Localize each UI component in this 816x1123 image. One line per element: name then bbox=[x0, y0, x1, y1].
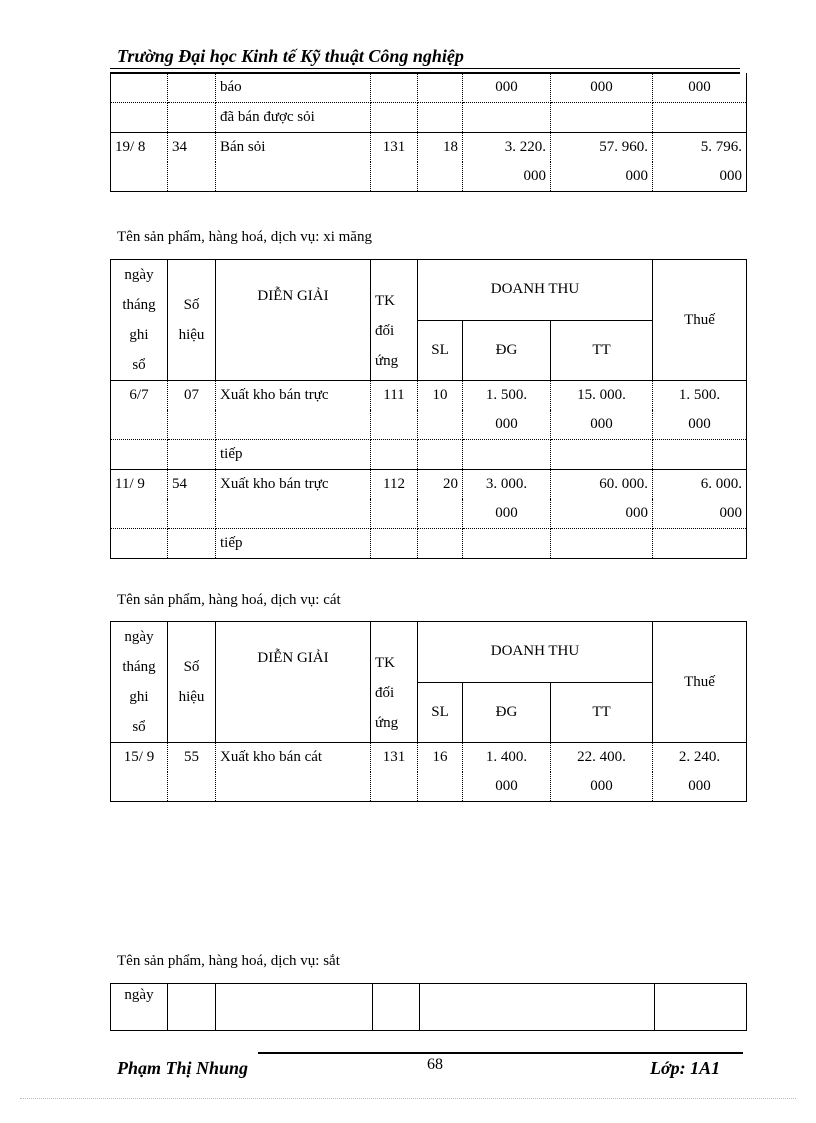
footer-class: Lớp: 1A1 bbox=[650, 1058, 721, 1078]
header-tax bbox=[655, 984, 747, 1031]
ledger-table-sat bbox=[110, 983, 747, 1031]
cell-tax: 5. 796. bbox=[653, 133, 747, 163]
header-date: ngày bbox=[111, 984, 168, 1031]
header-no: Số hiệu bbox=[168, 622, 216, 743]
cell-date bbox=[111, 103, 168, 133]
section-caption-cat: Tên sản phẩm, hàng hoá, dịch vụ: cát bbox=[117, 592, 341, 608]
cell-desc bbox=[216, 772, 371, 802]
cell-no bbox=[168, 772, 216, 802]
header-tax: Thuế bbox=[653, 260, 747, 381]
table-row bbox=[111, 772, 747, 802]
section-caption-ximang: Tên sản phẩm, hàng hoá, dịch vụ: xi măng bbox=[117, 229, 372, 245]
cell-no: 54 bbox=[168, 470, 216, 500]
cell-dg bbox=[463, 440, 551, 470]
cell-dg: 1. 400. bbox=[463, 743, 551, 773]
table-row bbox=[111, 410, 747, 440]
cell-sl bbox=[418, 73, 463, 103]
cell-tax bbox=[653, 103, 747, 133]
page-number: 68 bbox=[427, 1056, 443, 1073]
cell-dg: 000 bbox=[463, 410, 551, 440]
cell-tt: 57. 960. bbox=[551, 133, 653, 163]
table-header-row bbox=[111, 622, 747, 683]
table-header-row bbox=[111, 984, 747, 1031]
table-row bbox=[111, 73, 747, 103]
header-tt: TT bbox=[551, 682, 653, 743]
cell-dg: 000 bbox=[463, 73, 551, 103]
header-rule-thin bbox=[110, 68, 740, 69]
cell-tt: 000 bbox=[551, 772, 653, 802]
cell-sl: 16 bbox=[418, 743, 463, 773]
cell-date: 19/ 8 bbox=[111, 133, 168, 163]
cell-tax bbox=[653, 529, 747, 559]
cell-tax: 000 bbox=[653, 73, 747, 103]
cell-no bbox=[168, 410, 216, 440]
cell-tk bbox=[371, 73, 418, 103]
cell-no bbox=[168, 73, 216, 103]
page-edge-dots bbox=[20, 1098, 796, 1099]
cell-no bbox=[168, 529, 216, 559]
table-row bbox=[111, 743, 747, 773]
header-no: Số hiệu bbox=[168, 260, 216, 381]
cell-sl: 20 bbox=[418, 470, 463, 500]
header-date: ngày tháng ghi sổ bbox=[111, 622, 168, 743]
cell-sl bbox=[418, 529, 463, 559]
cell-sl: 10 bbox=[418, 381, 463, 411]
cell-no bbox=[168, 103, 216, 133]
cell-no: 55 bbox=[168, 743, 216, 773]
cell-tt bbox=[551, 103, 653, 133]
cell-sl bbox=[418, 162, 463, 192]
cell-desc: Xuất kho bán trực bbox=[216, 470, 371, 500]
cell-sl bbox=[418, 499, 463, 529]
section-caption-sat: Tên sản phẩm, hàng hoá, dịch vụ: sắt bbox=[117, 953, 340, 969]
cell-date bbox=[111, 440, 168, 470]
cell-desc: tiếp bbox=[216, 440, 371, 470]
cell-tax: 000 bbox=[653, 499, 747, 529]
cell-tax: 1. 500. bbox=[653, 381, 747, 411]
header-desc: DIỄN GIẢI bbox=[216, 622, 371, 743]
cell-tt: 15. 000. bbox=[551, 381, 653, 411]
header-revenue: DOANH THU bbox=[418, 622, 653, 683]
cell-tax: 000 bbox=[653, 162, 747, 192]
cell-desc bbox=[216, 410, 371, 440]
page-header-title: Trường Đại học Kinh tế Kỹ thuật Công nghiệp bbox=[117, 46, 464, 66]
ledger-table-ximang bbox=[110, 259, 747, 559]
header-desc bbox=[216, 984, 373, 1031]
cell-tk bbox=[371, 772, 418, 802]
header-tt: TT bbox=[551, 320, 653, 381]
cell-dg: 000 bbox=[463, 162, 551, 192]
table-row bbox=[111, 470, 747, 500]
cell-tax: 000 bbox=[653, 772, 747, 802]
cell-date bbox=[111, 529, 168, 559]
cell-date bbox=[111, 73, 168, 103]
cell-sl bbox=[418, 772, 463, 802]
table-row bbox=[111, 103, 747, 133]
cell-tt: 000 bbox=[551, 73, 653, 103]
header-tk bbox=[373, 984, 420, 1031]
cell-desc: Bán sỏi bbox=[216, 133, 371, 163]
cell-date bbox=[111, 410, 168, 440]
footer-rule bbox=[258, 1052, 743, 1054]
cell-dg: 3. 000. bbox=[463, 470, 551, 500]
cell-sl bbox=[418, 440, 463, 470]
cell-tt: 60. 000. bbox=[551, 470, 653, 500]
cell-tax bbox=[653, 440, 747, 470]
cell-tk: 112 bbox=[371, 470, 418, 500]
cell-no bbox=[168, 162, 216, 192]
cell-date: 6/7 bbox=[111, 381, 168, 411]
table-row bbox=[111, 381, 747, 411]
cell-desc: tiếp bbox=[216, 529, 371, 559]
cell-no: 34 bbox=[168, 133, 216, 163]
cell-tax: 000 bbox=[653, 410, 747, 440]
cell-date: 11/ 9 bbox=[111, 470, 168, 500]
header-no bbox=[168, 984, 216, 1031]
cell-tk bbox=[371, 499, 418, 529]
cell-tk bbox=[371, 440, 418, 470]
cell-desc: Xuất kho bán cát bbox=[216, 743, 371, 773]
cell-sl bbox=[418, 103, 463, 133]
ledger-table-cat bbox=[110, 621, 747, 802]
cell-tk bbox=[371, 162, 418, 192]
header-tk: TK đối ứng bbox=[371, 260, 418, 381]
table-row bbox=[111, 499, 747, 529]
header-dg: ĐG bbox=[463, 320, 551, 381]
cell-no bbox=[168, 440, 216, 470]
header-sl: SL bbox=[418, 682, 463, 743]
table-header-row bbox=[111, 260, 747, 321]
cell-tt: 22. 400. bbox=[551, 743, 653, 773]
cell-dg bbox=[463, 103, 551, 133]
cell-dg: 1. 500. bbox=[463, 381, 551, 411]
cell-dg: 000 bbox=[463, 499, 551, 529]
cell-date bbox=[111, 772, 168, 802]
table-row bbox=[111, 133, 747, 163]
header-dg: ĐG bbox=[463, 682, 551, 743]
cell-sl: 18 bbox=[418, 133, 463, 163]
cell-desc: đã bán được sỏi bbox=[216, 103, 371, 133]
cell-tax: 2. 240. bbox=[653, 743, 747, 773]
cell-desc: báo bbox=[216, 73, 371, 103]
cell-no: 07 bbox=[168, 381, 216, 411]
header-desc: DIỄN GIẢI bbox=[216, 260, 371, 381]
footer-author: Phạm Thị Nhung bbox=[117, 1058, 249, 1078]
cell-tt bbox=[551, 529, 653, 559]
cell-dg: 3. 220. bbox=[463, 133, 551, 163]
cell-desc bbox=[216, 499, 371, 529]
cell-dg bbox=[463, 529, 551, 559]
cell-date: 15/ 9 bbox=[111, 743, 168, 773]
header-revenue: DOANH THU bbox=[418, 260, 653, 321]
continuation-table bbox=[110, 73, 747, 192]
cell-date bbox=[111, 499, 168, 529]
header-date: ngày tháng ghi sổ bbox=[111, 260, 168, 381]
cell-tk: 131 bbox=[371, 743, 418, 773]
header-sl: SL bbox=[418, 320, 463, 381]
cell-tk: 111 bbox=[371, 381, 418, 411]
cell-tt: 000 bbox=[551, 499, 653, 529]
table-row bbox=[111, 162, 747, 192]
table-row bbox=[111, 440, 747, 470]
cell-tk bbox=[371, 529, 418, 559]
cell-date bbox=[111, 162, 168, 192]
cell-tk: 131 bbox=[371, 133, 418, 163]
cell-tt bbox=[551, 440, 653, 470]
cell-desc: Xuất kho bán trực bbox=[216, 381, 371, 411]
cell-desc bbox=[216, 162, 371, 192]
cell-no bbox=[168, 499, 216, 529]
cell-tax: 6. 000. bbox=[653, 470, 747, 500]
cell-sl bbox=[418, 410, 463, 440]
cell-tk bbox=[371, 410, 418, 440]
cell-tk bbox=[371, 103, 418, 133]
header-tax: Thuế bbox=[653, 622, 747, 743]
cell-tt: 000 bbox=[551, 162, 653, 192]
table-row bbox=[111, 529, 747, 559]
cell-dg: 000 bbox=[463, 772, 551, 802]
cell-tt: 000 bbox=[551, 410, 653, 440]
header-tk: TK đối ứng bbox=[371, 622, 418, 743]
header-revenue bbox=[420, 984, 655, 1031]
